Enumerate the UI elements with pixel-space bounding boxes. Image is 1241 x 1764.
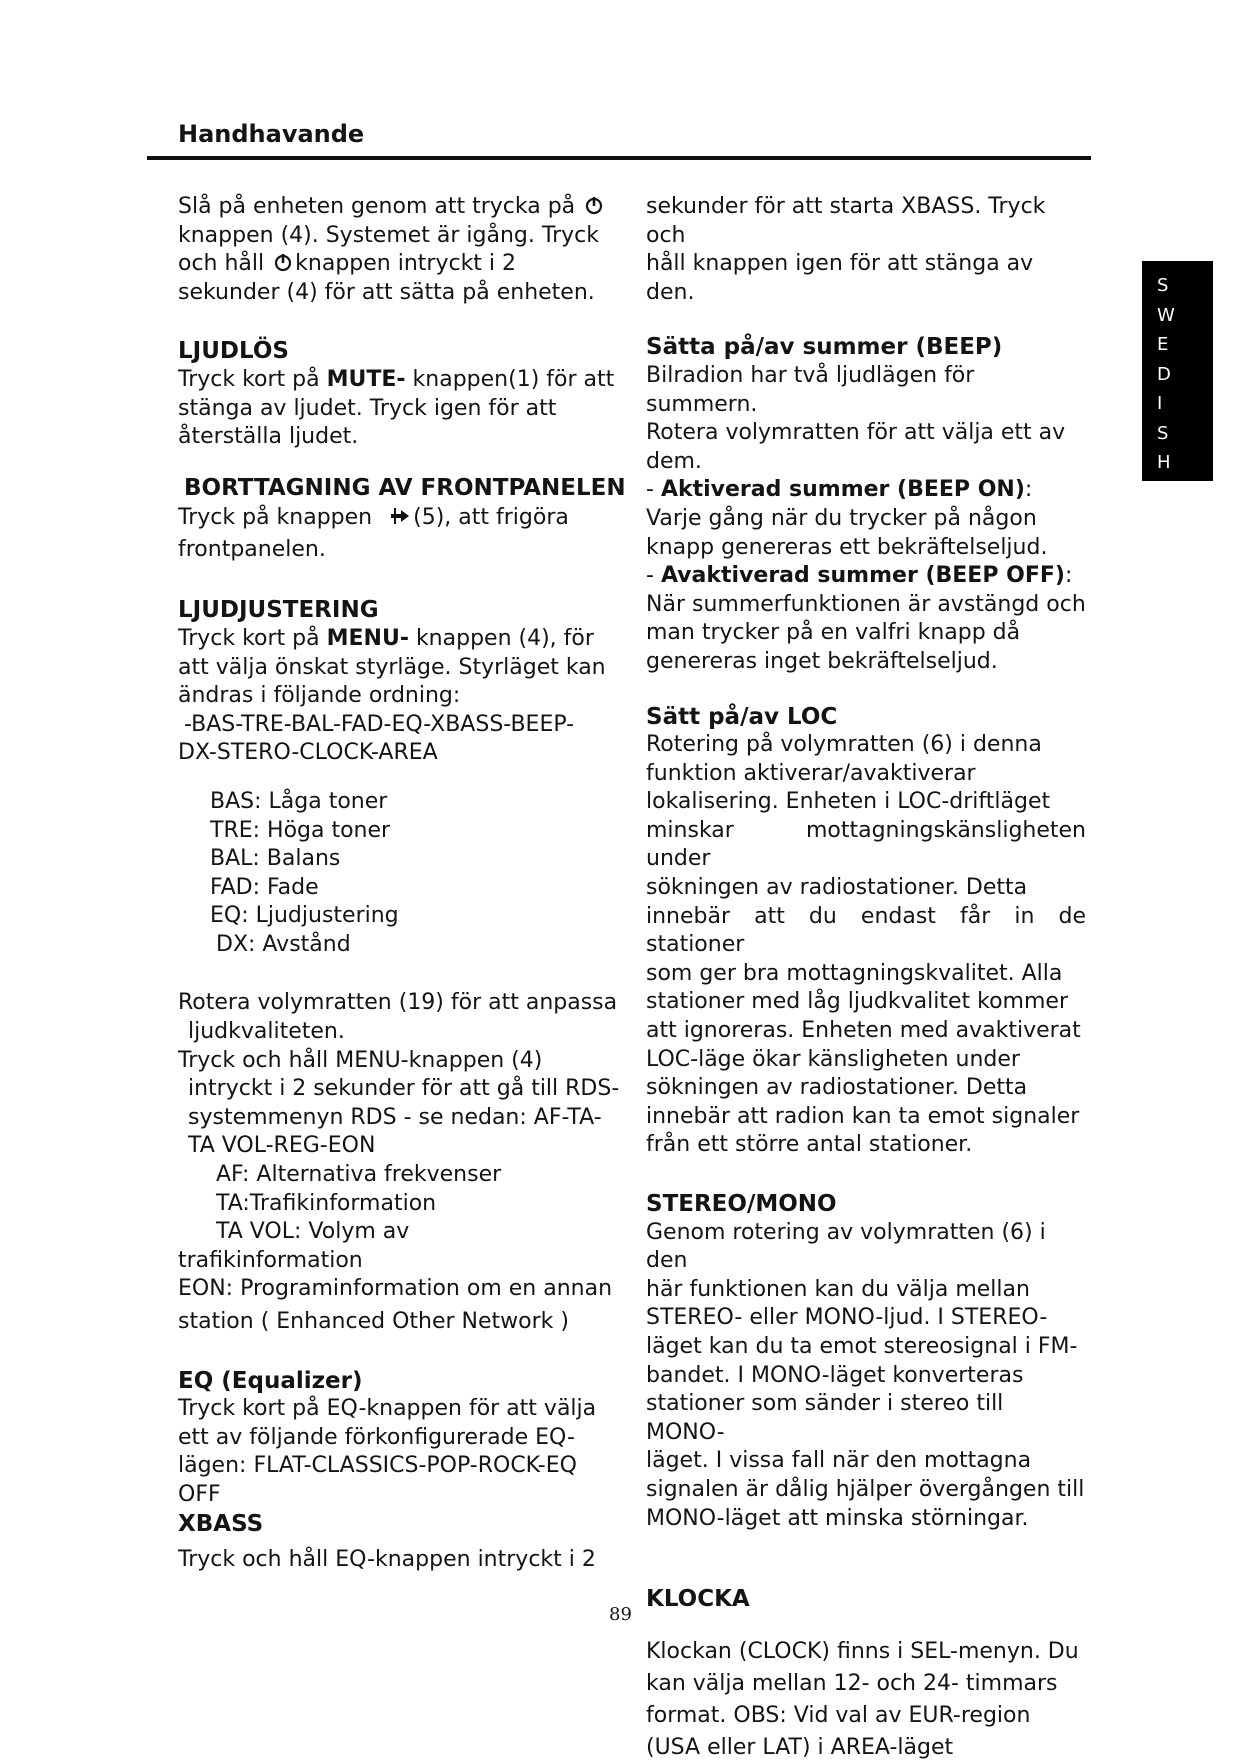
xbass-section: XBASS Tryck och håll EQ-knappen intryckt i 2 <box>178 1510 628 1575</box>
section-heading: LJUDLÖS <box>178 338 289 365</box>
side-tab-letter: H <box>1157 452 1171 473</box>
side-tab-letter: E <box>1157 334 1169 355</box>
release-icon <box>389 506 411 526</box>
mode-list <box>178 788 628 960</box>
page-number: 89 <box>609 1604 632 1625</box>
klocka-section: KLOCKA Klockan (CLOCK) finns i SEL-menyn. Du kan välja mellan 12- och 24- timmars format. OBS: Vid val av EUR-region (USA eller LAT) i AREA-läget <box>646 1585 1086 1764</box>
frontpanel-section: BORTTAGNING AV FRONTPANELEN Tryck på knappen (5), att frigöra frontpanelen. <box>178 474 628 567</box>
right-column <box>646 193 1086 1764</box>
list-item: BAL: Balans <box>210 846 341 872</box>
section-heading: LJUDJUSTERING <box>178 597 379 624</box>
list-item: EQ: Ljudjustering <box>210 903 399 929</box>
list-item: DX: Avstånd <box>216 931 351 957</box>
section-heading: XBASS <box>178 1510 264 1537</box>
intro-line: knappen (4). Systemet är igång. Tryck <box>178 222 599 248</box>
rotera-section: Rotera volymratten (19) för att anpassa ljudkvaliteten. Tryck och håll MENU-knappen (4) intryckt i 2 sekunder för att gå till RDS- systemmenyn RDS - se nedan: AF-TA- TA VOL-REG-EON AF: Alternativa frekvenser TA:Trafikinformation TA VOL: Volym av trafikinformation EON: Programinformation om en annan station ( Enhanced Other Network ) <box>178 990 620 1334</box>
section-heading: KLOCKA <box>646 1586 750 1613</box>
section-heading: STEREO/MONO <box>646 1191 837 1217</box>
side-tab-letter: S <box>1157 422 1169 444</box>
header-rule <box>147 156 1091 160</box>
side-tab-letter: W <box>1157 304 1175 326</box>
intro-line: sekunder (4) för att sätta på enheten. <box>178 279 595 305</box>
stereo-mono-section: STEREO/MONO Genom rotering av volymratten (6) i den här funktionen kan du välja mellan STEREO- eller MONO-ljud. I STEREO- läget kan du ta emot stereosignal i FM- bandet. I MONO-läget konverteras stationer som sänder i stereo till MONO- läget. I vissa fall när den mottagna signalen är dålig hjälper övergången till MONO-läget att minska störningar. <box>646 1191 1085 1531</box>
beep-on-label: Aktiverad summer (BEEP ON) <box>660 477 1025 503</box>
intro-line: Slå på enheten genom att trycka på <box>178 194 576 219</box>
ljudlos-section: LJUDLÖS Tryck kort på MUTE- knappen(1) för att stänga av ljudet. Tryck igen för att återställa ljudet. <box>178 337 628 451</box>
section-heading: EQ (Equalizer) <box>178 1367 363 1394</box>
intro-line: knappen intryckt i 2 <box>295 251 517 277</box>
beep-off-label: Avaktiverad summer (BEEP OFF) <box>660 563 1065 589</box>
mute-key-label: MUTE- <box>326 366 406 392</box>
intro-paragraph <box>178 193 628 307</box>
page-header-title: Handhavande <box>178 120 365 148</box>
menu-key-label: MENU- <box>326 625 409 651</box>
loc-section: Sätt på/av LOC Rotering på volymratten (6) i denna funktion aktiverar/avaktiverar lokalisering. Enheten i LOC-driftläget minskar mottagningskänsligheten under sökningen av radiostationer. Detta innebär att du endast får in de stationer som ger bra mottagningskvalitet. Alla stationer med låg ljudkvalitet kommer att ignoreras. Enheten med avaktiverat LOC-läge ökar känsligheten under sökningen av radiostationer. Detta innebär att radion kan ta emot signaler från ett större antal stationer. <box>646 703 1086 1158</box>
section-heading: Sätt på/av LOC <box>646 703 838 730</box>
language-side-tab <box>1142 261 1213 481</box>
xbass-continued: sekunder för att starta XBASS. Tryck och håll knappen igen för att stänga av den. <box>646 194 1046 305</box>
beep-section: Sätta på/av summer (BEEP) Bilradion har två ljudlägen för summern. Rotera volymratten för att välja ett av dem. - Aktiverad summer (BEEP ON): Varje gång när du trycker på någon knapp genereras ett bekräftelseljud. - Avaktiverad summer (BEEP OFF): När summerfunktionen är avstängd och man trycker på en valfri knapp då genereras inget bekräftelseljud. <box>646 334 1086 674</box>
intro-line: och håll <box>178 251 265 277</box>
list-item: BAS: Låga toner <box>210 788 388 814</box>
list-item: TRE: Höga toner <box>210 817 391 843</box>
section-heading: Sätta på/av summer (BEEP) <box>646 334 1003 361</box>
power-icon <box>584 195 604 215</box>
side-tab-letter: I <box>1157 393 1163 414</box>
ljudjustering-section: LJUDJUSTERING Tryck kort på MENU- knappen (4), för att välja önskat styrläge. Styrläget kan ändras i följande ordning: -BAS-TRE-BAL-FAD-EQ-XBASS-BEEP- DX-STERO-CLOCK-AREA BAS: Låga toner TRE: Höga toner BAL: Balans FAD: Fade EQ: Ljudjustering DX: Avstånd <box>178 596 628 959</box>
side-tab-letter: D <box>1157 363 1171 385</box>
eq-section: EQ (Equalizer) Tryck kort på EQ-knappen för att välja ett av följande förkonfigurerade EQ- lägen: FLAT-CLASSICS-POP-ROCK-EQ OFF <box>178 1367 628 1510</box>
power-icon <box>273 252 293 272</box>
left-column <box>178 193 628 1575</box>
section-heading: BORTTAGNING AV FRONTPANELEN <box>184 474 626 501</box>
side-tab-letter: S <box>1157 275 1169 296</box>
list-item: FAD: Fade <box>210 874 319 900</box>
